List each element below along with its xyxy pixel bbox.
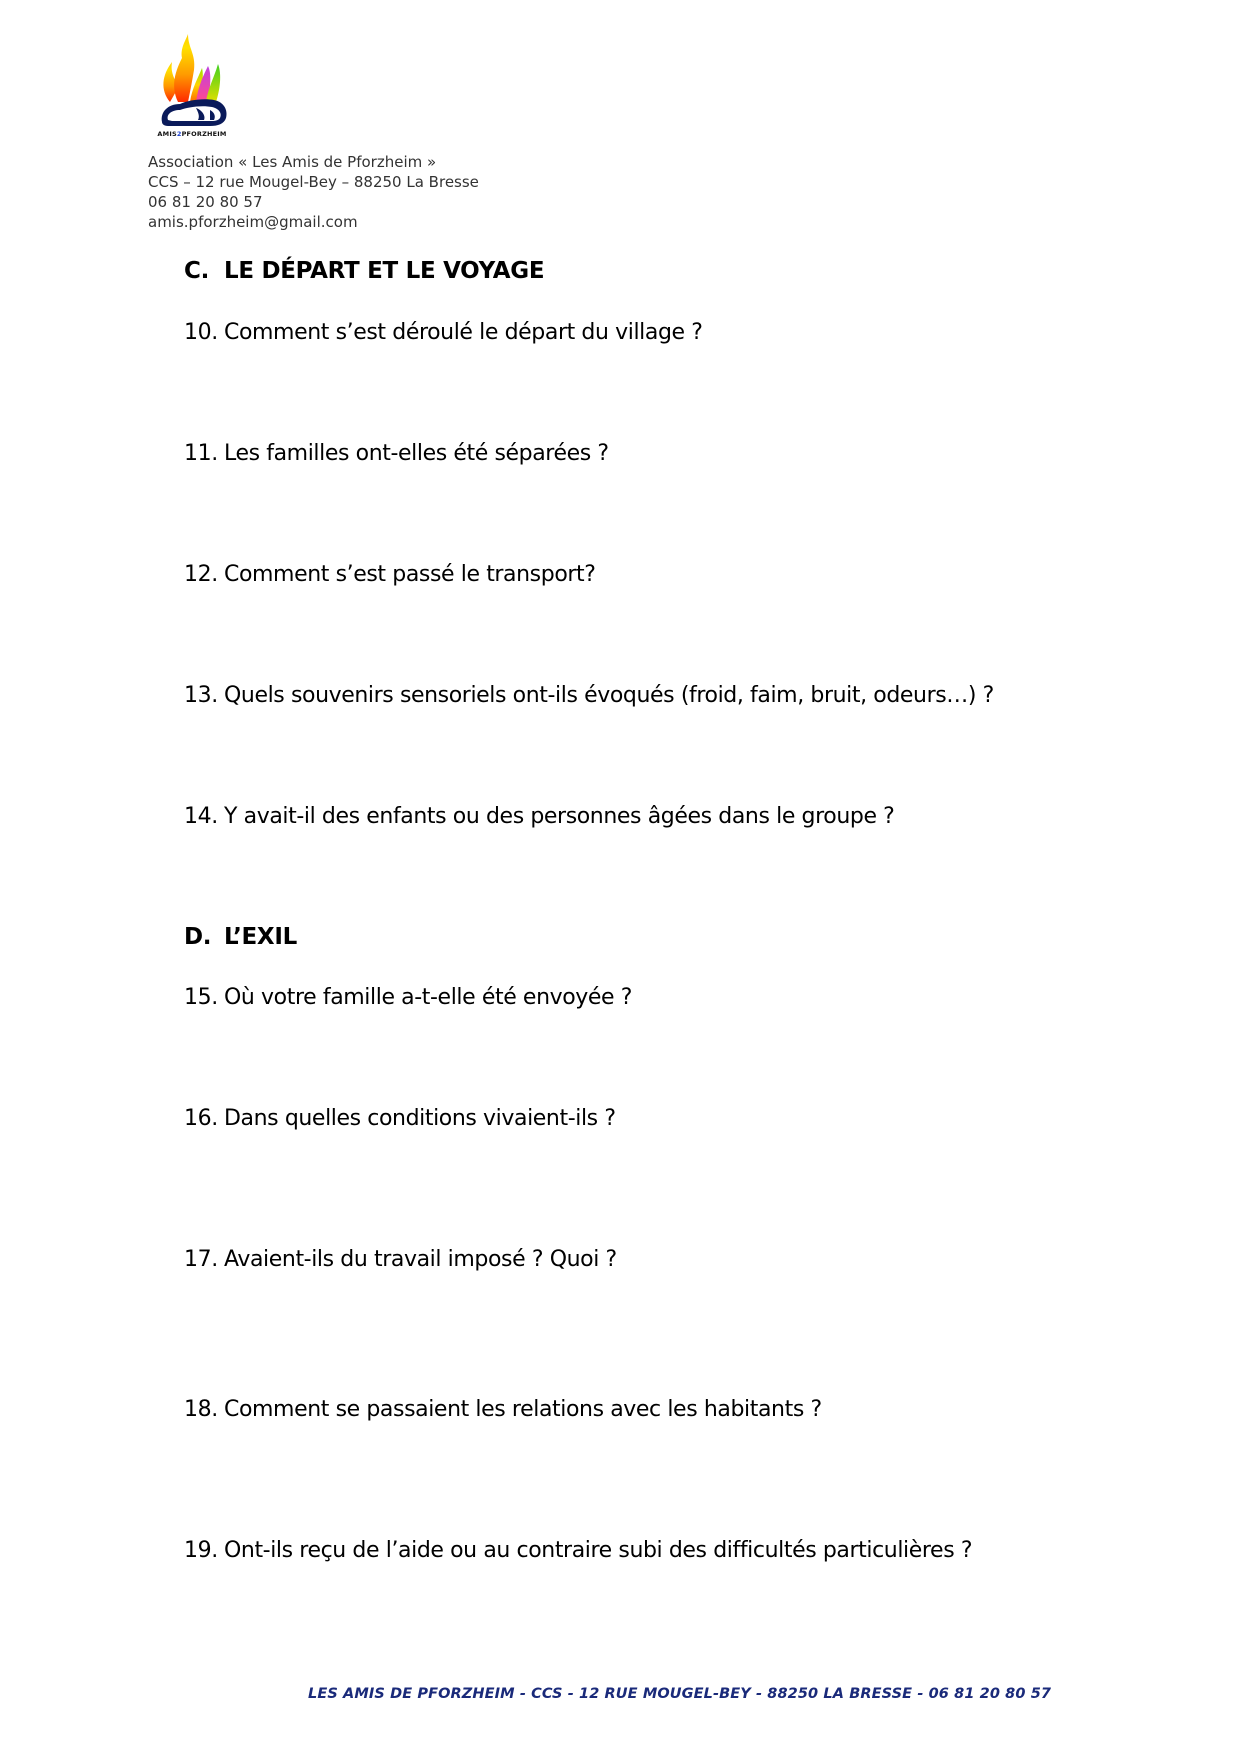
association-phone: 06 81 20 80 57 [148, 193, 263, 211]
question-item [184, 683, 994, 708]
question-text: Comment s’est déroulé le départ du village ? [224, 320, 703, 345]
section-letter: C. [184, 258, 210, 284]
question-number: 10. [184, 320, 218, 345]
question-text: Avaient-ils du travail imposé ? Quoi ? [224, 1247, 617, 1272]
association-name: Association « Les Amis de Pforzheim » [148, 153, 437, 171]
question-text: Ont-ils reçu de l’aide ou au contraire subi des difficultés particulières ? [224, 1538, 973, 1563]
question-number: 18. [184, 1397, 218, 1422]
section-title: L’EXIL [224, 924, 297, 950]
association-logo [152, 30, 232, 140]
logo-caption [152, 130, 232, 138]
logo-caption-accent: 2 [176, 130, 182, 138]
section-title: LE DÉPART ET LE VOYAGE [224, 258, 545, 284]
association-address: CCS – 12 rue Mougel-Bey – 88250 La Bresse [148, 173, 479, 191]
question-item [184, 562, 596, 587]
question-number: 15. [184, 985, 218, 1010]
question-text: Quels souvenirs sensoriels ont-ils évoqués (froid, faim, bruit, odeurs…) ? [224, 683, 994, 708]
question-number: 19. [184, 1538, 218, 1563]
question-text: Les familles ont-elles été séparées ? [224, 441, 609, 466]
question-item [184, 1106, 616, 1131]
question-item [184, 1247, 617, 1272]
section-heading-d [184, 924, 297, 950]
question-item [184, 1397, 822, 1422]
question-item [184, 441, 609, 466]
footer-text: LES AMIS DE PFORZHEIM - CCS - 12 RUE MOUGEL-BEY - 88250 LA BRESSE - 06 81 20 80 57 [308, 1686, 1052, 1702]
question-text: Comment se passaient les relations avec les habitants ? [224, 1397, 822, 1422]
contact-block [148, 152, 479, 232]
question-text: Dans quelles conditions vivaient-ils ? [224, 1106, 616, 1131]
question-item [184, 1538, 972, 1563]
question-number: 12. [184, 562, 218, 587]
question-number: 11. [184, 441, 218, 466]
question-text: Comment s’est passé le transport? [224, 562, 596, 587]
question-text: Où votre famille a-t-elle été envoyée ? [224, 985, 633, 1010]
question-item [184, 804, 894, 829]
section-heading-c [184, 258, 544, 284]
question-number: 16. [184, 1106, 218, 1131]
question-item [184, 320, 703, 345]
question-text: Y avait-il des enfants ou des personnes âgées dans le groupe ? [224, 804, 895, 829]
question-number: 17. [184, 1247, 218, 1272]
section-letter: D. [184, 924, 212, 950]
logo-caption-prefix: AMIS [157, 130, 177, 138]
question-number: 14. [184, 804, 218, 829]
question-number: 13. [184, 683, 218, 708]
association-email: amis.pforzheim@gmail.com [148, 213, 358, 231]
flame-logo-icon [152, 30, 232, 130]
question-item [184, 985, 632, 1010]
logo-caption-suffix: PFORZHEIM [181, 130, 227, 138]
